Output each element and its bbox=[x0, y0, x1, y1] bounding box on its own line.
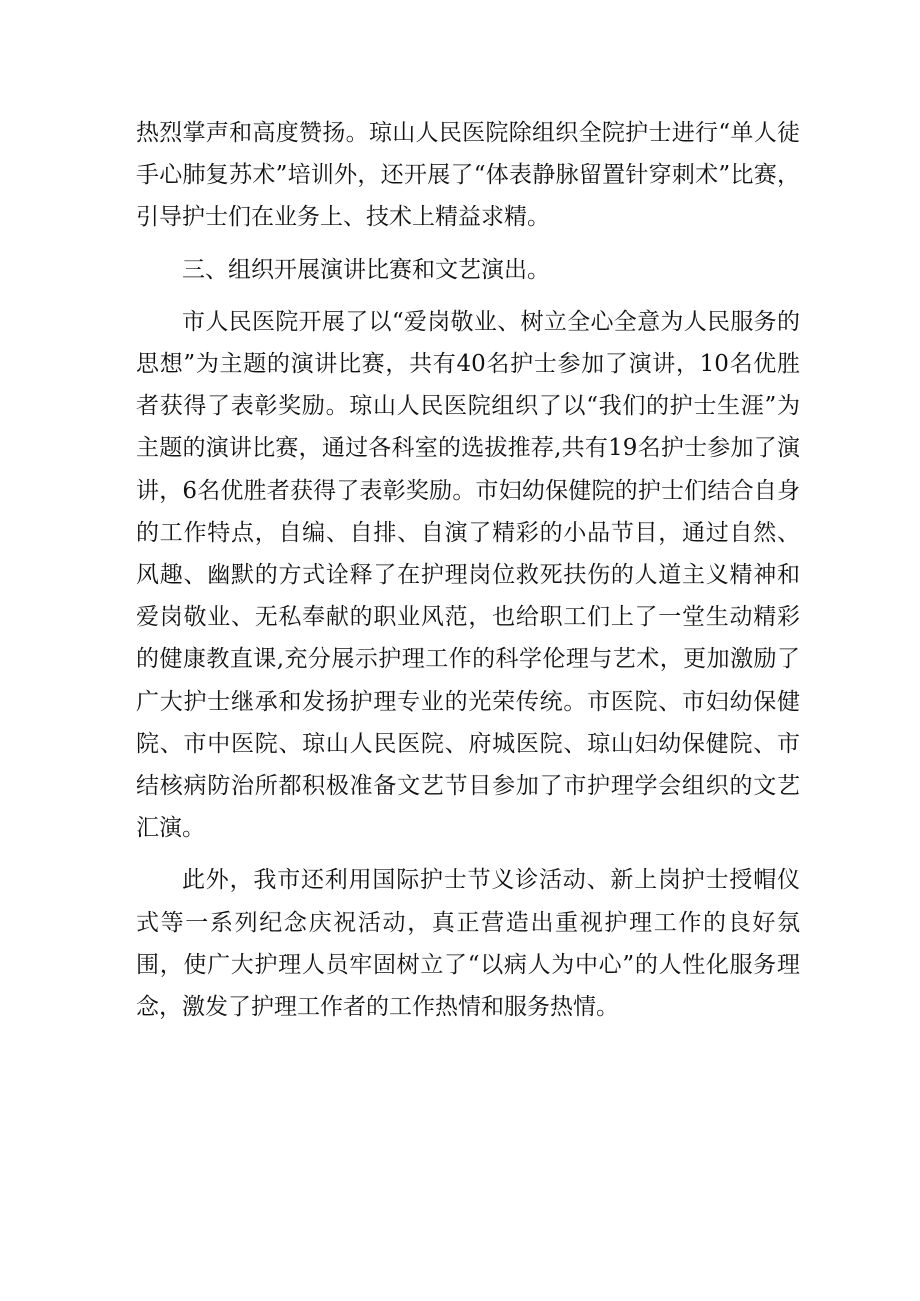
paragraph-continuation: 热烈掌声和高度赞扬。琼山人民医院除组织全院护士进行“单人徒手心肺复苏术”培训外，还开展了“体表静脉留置针穿刺术”比赛，引导护士们在业务上、技术上精益求精。 bbox=[136, 120, 800, 231]
paragraph-speech-contest: 市人民医院开展了以“爱岗敬业、树立全心全意为人民服务的思想”为主题的演讲比赛，共有40名护士参加了演讲，10名优胜者获得了表彰奖励。琼山人民医院组织了以“我们的护士生涯”为主题的演讲比赛，通过各科室的选拔推荐,共有19名护士参加了演讲，6名优胜者获得了表彰奖励。市妇幼保健院的护士们结合自身的工作特点，自编、自排、自演了精彩的小品节目，通过自然、风趣、幽默的方式诠释了在护理岗位救死扶伤的人道主义精神和爱岗敬业、无私奉献的职业风范，也给职工们上了一堂生动精彩的健康教直课,充分展示护理工作的科学伦理与艺术，更加激励了广大护士继承和发扬护理专业的光荣传统。市医院、市妇幼保健院、市中医院、琼山人民医院、府城医院、琼山妇幼保健院、市结核病防治所都积极准备文艺节目参加了市护理学会组织的文艺汇演。 bbox=[136, 308, 800, 842]
section-heading: 三、组织开展演讲比赛和文艺演出。 bbox=[182, 256, 550, 283]
document-body bbox=[136, 112, 800, 1028]
paragraph-other-activities: 此外，我市还利用国际护士节义诊活动、新上岗护士授帽仪式等一系列纪念庆祝活动，真正营造出重视护理工作的良好氛围，使广大护理人员牢固树立了“以病人为中心”的人性化服务理念，激发了护理工作者的工作热情和服务热情。 bbox=[136, 867, 800, 1021]
